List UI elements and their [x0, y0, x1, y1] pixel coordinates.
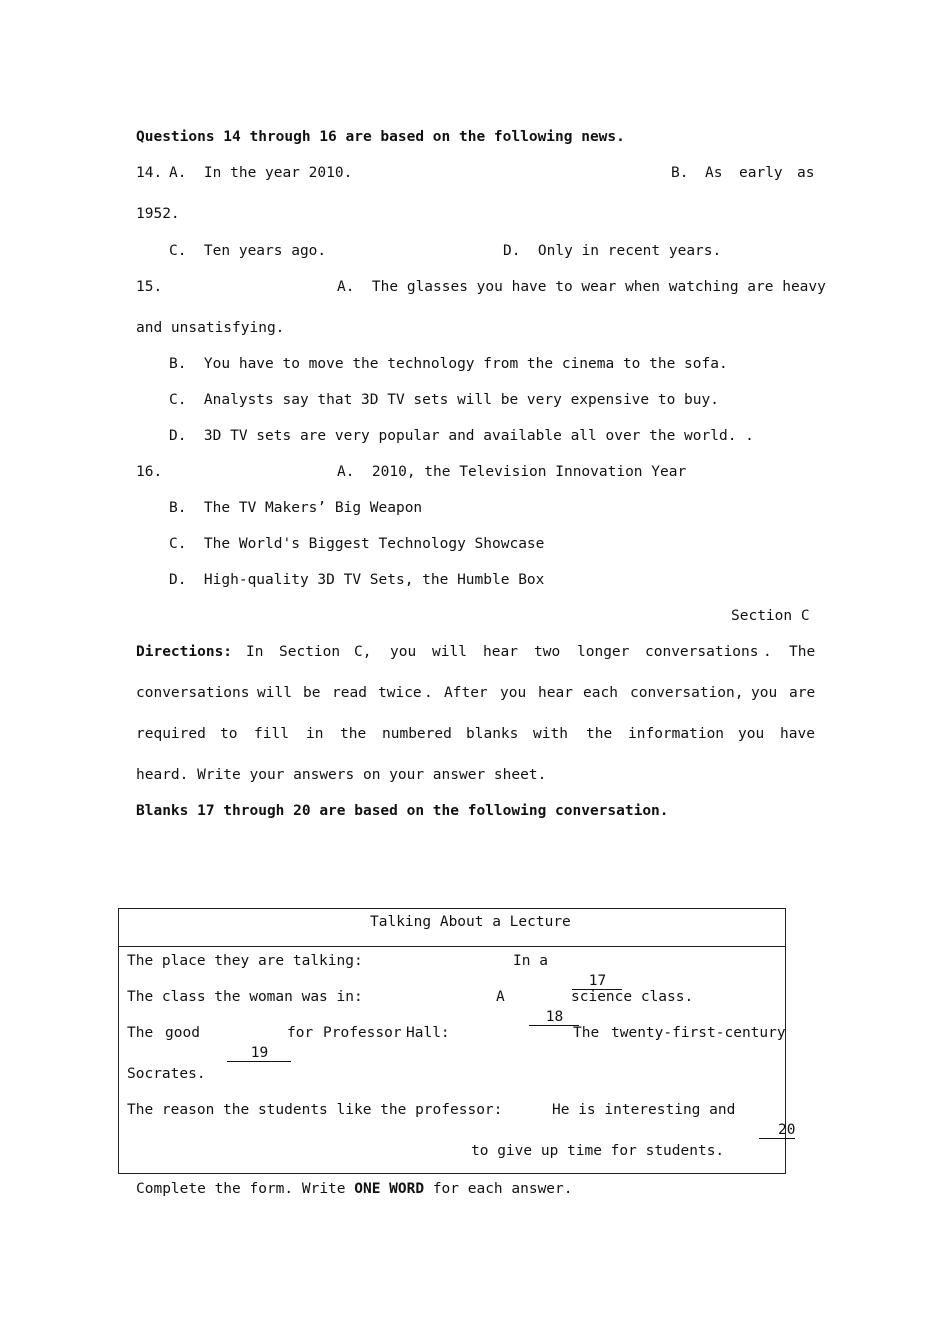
directions-word: you	[751, 685, 778, 701]
directions-word: two	[534, 644, 561, 660]
directions-word: you	[500, 685, 527, 701]
section-c-heading: Section C	[731, 608, 810, 624]
directions-word: the	[586, 726, 613, 742]
blank-17: 17	[572, 973, 622, 990]
directions-word: are	[789, 685, 816, 701]
directions-word: in	[306, 726, 324, 742]
questions-intro: Questions 14 through 16 are based on the following news.	[136, 129, 625, 145]
blank-20: 20	[759, 1122, 795, 1139]
q16-option-b: B. The TV Makers’ Big Weapon	[169, 500, 423, 516]
directions-word: information	[628, 726, 725, 742]
form-row2-label: The class the woman was in:	[127, 989, 363, 1005]
form-row1-blank	[555, 951, 622, 991]
form-row4-answer: He is interesting and	[552, 1102, 736, 1118]
directions-word: blanks	[466, 726, 519, 742]
q14-option-c: C. Ten years ago.	[169, 243, 327, 259]
q14-option-b-word: As	[705, 165, 723, 181]
directions-line-4: heard. Write your answers on your answer sheet.	[136, 767, 547, 783]
form-row3-word: for	[287, 1025, 314, 1041]
form-header-divider	[119, 946, 785, 947]
directions-word: twice	[378, 685, 422, 701]
q14-option-b-word: early	[739, 165, 783, 181]
form-row3-answer: twenty-first-century	[611, 1025, 786, 1041]
form-row3-cont: Socrates.	[127, 1066, 206, 1082]
q14-option-d: D. Only in recent years.	[503, 243, 722, 259]
directions-word: .	[763, 644, 772, 660]
instruction-pre: Complete the form. Write	[136, 1181, 355, 1197]
directions-word: After	[444, 685, 488, 701]
form-row3-word: Professor	[323, 1025, 402, 1041]
form-instruction	[136, 1179, 573, 1199]
directions-word: longer	[577, 644, 630, 660]
q15-option-d: D. 3D TV sets are very popular and available all over the world. .	[169, 428, 754, 444]
directions-word: have	[780, 726, 815, 742]
q14-option-b-marker: B.	[671, 165, 689, 181]
form-row3-word: Hall:	[406, 1025, 450, 1041]
directions-word: will	[257, 685, 292, 701]
form-row2-suffix: science class.	[571, 989, 694, 1005]
directions-word: conversation,	[630, 685, 744, 701]
form-row4-label: The reason the students like the professor:	[127, 1102, 503, 1118]
directions-word: you	[390, 644, 417, 660]
form-title: Talking About a Lecture	[370, 914, 571, 930]
q15-number: 15.	[136, 279, 163, 295]
directions-word: will	[432, 644, 467, 660]
directions-word: to	[220, 726, 238, 742]
directions-word: with	[533, 726, 568, 742]
form-row2-blank	[512, 987, 579, 1027]
directions-word: fill	[254, 726, 289, 742]
directions-word: read	[332, 685, 367, 701]
directions-word: .	[424, 685, 433, 701]
q14-option-a: A. In the year 2010.	[169, 165, 353, 181]
directions-word: conversations	[645, 644, 759, 660]
directions-word: be	[303, 685, 321, 701]
directions-word: required	[136, 726, 206, 742]
form-row3-word: The	[127, 1025, 154, 1041]
q15-option-b: B. You have to move the technology from the cinema to the sofa.	[169, 356, 728, 372]
form-row3-word: good	[165, 1025, 200, 1041]
q16-option-c: C. The World's Biggest Technology Showcase	[169, 536, 545, 552]
directions-word: numbered	[382, 726, 452, 742]
form-row1-prefix: In a	[513, 953, 548, 969]
directions-word: hear	[538, 685, 573, 701]
directions-word: In	[246, 644, 264, 660]
form-row3-answer: The	[573, 1025, 600, 1041]
directions-word: C,	[354, 644, 372, 660]
q15-option-c: C. Analysts say that 3D TV sets will be very expensive to buy.	[169, 392, 719, 408]
q16-option-d: D. High-quality 3D TV Sets, the Humble Box	[169, 572, 545, 588]
directions-word: The	[789, 644, 816, 660]
q14-number: 14.	[136, 165, 163, 181]
q16-number: 16.	[136, 464, 163, 480]
q15-option-a-cont: and unsatisfying.	[136, 320, 285, 336]
directions-word: conversations	[136, 685, 250, 701]
form-row4-blank	[742, 1100, 795, 1140]
instruction-bold: ONE WORD	[354, 1181, 425, 1197]
form-row3-blank	[210, 1023, 291, 1063]
directions-word: each	[583, 685, 618, 701]
directions-word: you	[738, 726, 765, 742]
form-row2-prefix: A	[496, 989, 505, 1005]
q15-option-a: A. The glasses you have to wear when watching are heavy	[337, 279, 826, 295]
directions-word: Section	[279, 644, 341, 660]
form-row4-cont: to give up time for students.	[471, 1143, 725, 1159]
instruction-post: for each answer.	[424, 1181, 573, 1197]
q16-option-a: A. 2010, the Television Innovation Year	[337, 464, 687, 480]
blank-19: 19	[227, 1045, 291, 1062]
q14-option-b-cont: 1952.	[136, 206, 180, 222]
blanks-intro: Blanks 17 through 20 are based on the following conversation.	[136, 803, 669, 819]
form-row1-label: The place they are talking:	[127, 953, 363, 969]
q14-option-b-word: as	[797, 165, 815, 181]
blank-18: 18	[529, 1009, 579, 1026]
directions-label: Directions:	[136, 644, 233, 660]
directions-word: hear	[483, 644, 518, 660]
directions-word: the	[340, 726, 367, 742]
